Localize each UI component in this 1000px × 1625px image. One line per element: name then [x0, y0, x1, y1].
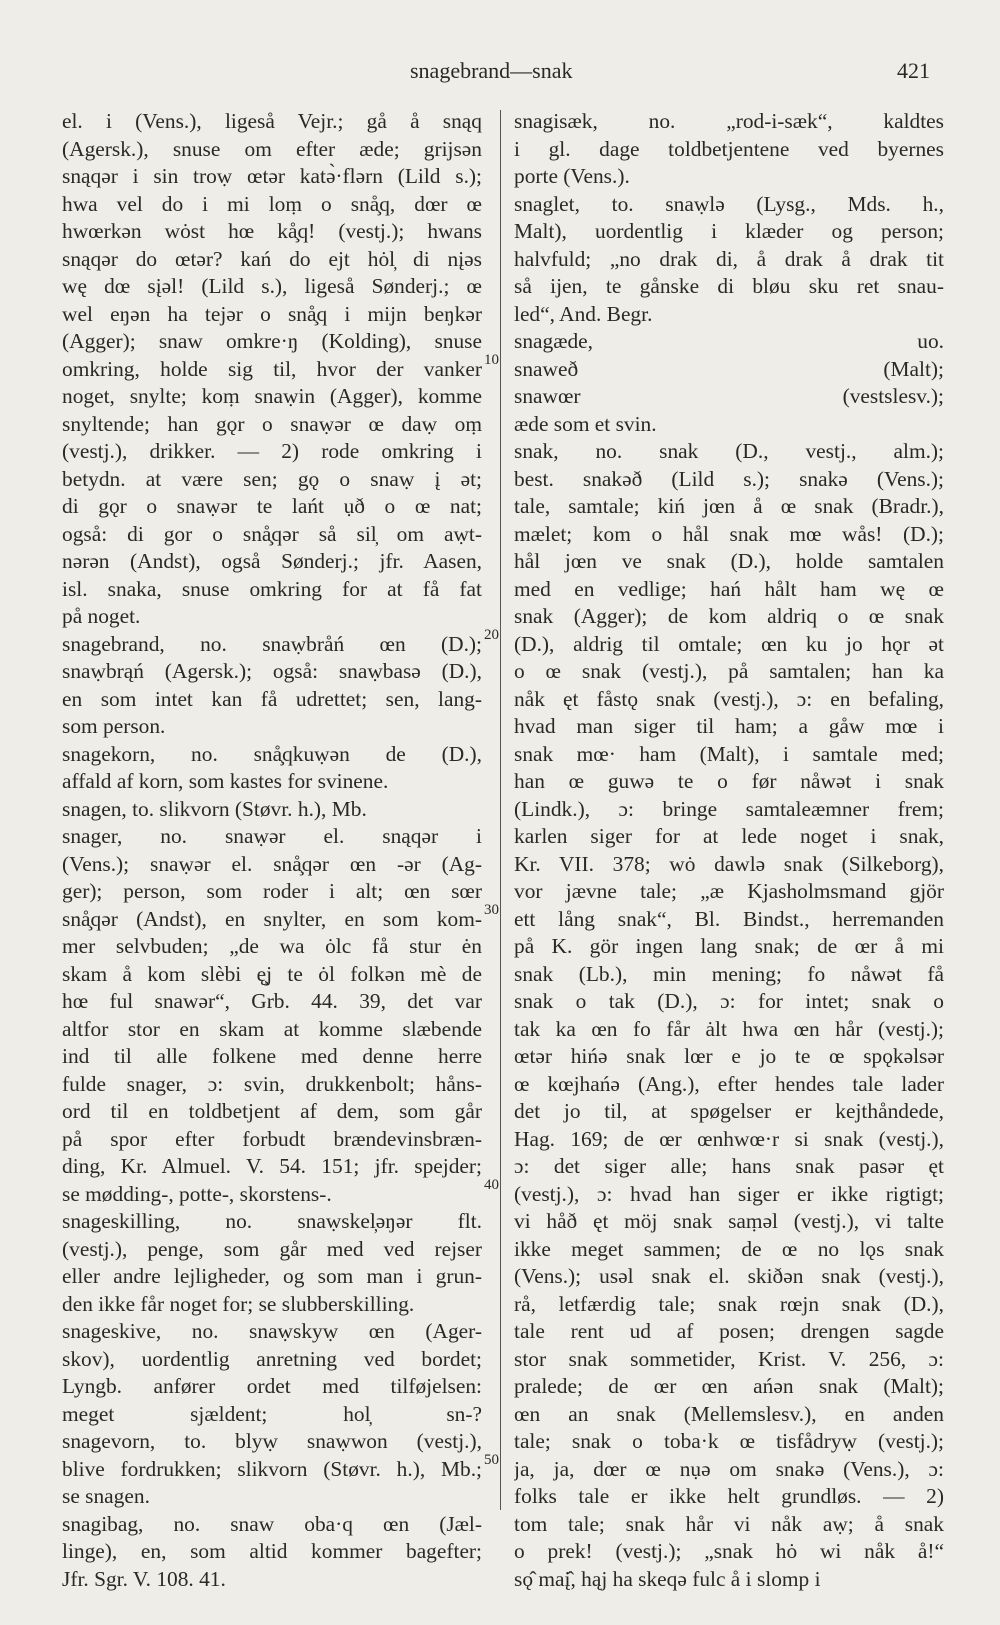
text-line: se snagen.: [62, 1484, 150, 1508]
text-line: led“, And. Begr.: [514, 301, 653, 326]
text-line: hwœrkən wȯst hœ kå̧q! (vestj.); hwans: [62, 219, 482, 243]
text-line: så ijen, te gånske di bløu sku ret snau-: [514, 274, 944, 298]
text-line: snak, no. snak (D., vestj., alm.);: [514, 439, 944, 463]
text-line: snaweð (Malt);: [514, 356, 944, 381]
text-line: (vestj.), ɔ: hvad han siger er ikke rigtigt;: [514, 1181, 944, 1206]
text-line: eller andre lejligheder, og som man i grun-: [62, 1264, 482, 1288]
text-line: affald af korn, som kastes for svinene.: [62, 769, 389, 793]
line-number-10: 10: [484, 352, 499, 368]
text-line: ger); person, som roder i alt; œn sœr: [62, 879, 482, 903]
text-line: linge), en, som altid kommer bagefter;: [62, 1539, 482, 1563]
text-line: vi håð ęt möj snak saṃəl (vestj.), vi talte: [514, 1209, 944, 1233]
text-line: snak (Agger); de kom aldriq o œ snak: [514, 604, 944, 628]
text-line: som person.: [62, 714, 166, 738]
text-line: (vestj.), penge, som går med ved rejser: [62, 1236, 482, 1261]
text-line: ɔ: det siger alle; hans snak pasər ęt: [514, 1154, 944, 1178]
text-line: fulde snager, ɔ: svin, drukkenbolt; håns-: [62, 1071, 482, 1096]
text-line: meget sjældent; hol̦ sn-?: [62, 1401, 482, 1426]
text-line: på spor efter forbudt brændevinsbræn-: [62, 1126, 482, 1151]
text-line: tom tale; snak hår vi nåk aẉ; å snak: [514, 1511, 944, 1536]
right-column: [514, 108, 944, 1593]
text-line: ord til en toldbetjent af dem, som går: [62, 1099, 482, 1123]
text-line: ind til alle folkene med denne herre: [62, 1044, 482, 1068]
text-line: wel eŋən ha tejər o snå̧q i mijn beŋkər: [62, 301, 482, 326]
text-line: œ kœjhańə (Ang.), efter hendes tale lader: [514, 1071, 944, 1096]
text-line: ja, ja, dœr œ nụə om snakə (Vens.), ɔ:: [514, 1456, 944, 1481]
text-line: o œ snak (vestj.), på samtalen; han ka: [514, 659, 944, 683]
text-line: ett lång snak“, Bl. Bindst., herremanden: [514, 906, 944, 931]
column-divider: [500, 110, 501, 1510]
text-line: vor jævne tale; „æ Kjasholmsmand gjör: [514, 879, 944, 903]
text-line: snagebrand, no. snaẉbråń œn (D.);: [62, 631, 482, 656]
text-line: mælet; kom o hål snak mœ wås! (D.);: [514, 521, 944, 546]
text-line: skam å kom slèbi ę̧j te ȯl folkən mè de: [62, 961, 482, 986]
text-line: œtər hińə snak lœr e jo te œ spǫkəlsər: [514, 1044, 944, 1068]
line-number-50: 50: [484, 1452, 499, 1468]
text-line: snąqər do œtər? kań do ejt hȯl̦ di nįəs: [62, 246, 482, 271]
text-line: altfor stor en skam at komme slæbende: [62, 1016, 482, 1041]
text-line: tale rent ud af posen; drengen sagde: [514, 1319, 944, 1343]
text-line: (D.), aldrig til omtale; œn ku jo hǫr ət: [514, 631, 944, 656]
text-line: hvad man siger til ham; a gåw mœ i: [514, 714, 944, 738]
text-line: snak o tak (D.), ɔ: for intet; snak o: [514, 989, 944, 1013]
text-line: stor snak sommetider, Krist. V. 256, ɔ:: [514, 1346, 944, 1371]
text-line: snå̧qər (Andst), en snylter, en som kom-: [62, 906, 482, 931]
text-line: snageskilling, no. snaẉskel̦əŋər flt.: [62, 1209, 482, 1233]
text-line: ikke meget sammen; de œ no lǫs snak: [514, 1236, 944, 1261]
text-line: blive fordrukken; slikvorn (Støvr. h.), Mb.;: [62, 1456, 482, 1481]
text-line: sǫ̂ maį̂, hąj ha skeqə fulc å i slomp i: [514, 1566, 821, 1591]
text-line: hœ ful snawər“, Grb. 44. 39, det var: [62, 989, 482, 1013]
text-line: folks tale er ikke helt grundløs. — 2): [514, 1484, 944, 1508]
text-line: i gl. dage toldbetjentene ved byernes: [514, 136, 944, 161]
text-line: Kr. VII. 378; wȯ dawlə snak (Silkeborg),: [514, 851, 944, 876]
text-line: også: di gor o snå̧qər så sil̦ om aẉt-: [62, 521, 482, 546]
text-line: snagibag, no. snaw oba·q œn (Jæl-: [62, 1511, 482, 1536]
text-line: tale, samtale; kiń jœn å œ snak (Bradr.),: [514, 494, 944, 518]
text-line: (Agger); snaw omkre·ŋ (Kolding), snuse: [62, 329, 482, 353]
text-line: snageskive, no. snaẉskyẉ œn (Ager-: [62, 1319, 482, 1343]
text-line: pralede; de œr œn ańən snak (Malt);: [514, 1374, 944, 1398]
text-line: æde som et svin.: [514, 411, 657, 436]
line-number-20: 20: [484, 627, 499, 643]
text-line: halvfuld; „no drak di, å drak å drak tit: [514, 246, 944, 271]
text-line: nərən (Andst), også Sønderj.; jfr. Aasen,: [62, 549, 482, 573]
text-line: den ikke får noget for; se slubberskilling.: [62, 1291, 415, 1316]
text-line: en som intet kan få udrettet; sen, lang-: [62, 686, 482, 711]
text-line: wę dœ sįəl! (Lild s.), ligeså Sønderj.; œ: [62, 274, 482, 298]
running-head: [0, 58, 1000, 88]
text-line: se mødding-, potte-, skorstens-.: [62, 1181, 332, 1206]
text-line: på noget.: [62, 604, 141, 628]
text-line: hål jœn ve snak (D.), holde samtalen: [514, 549, 944, 573]
text-line: snawœr (vestslesv.);: [514, 384, 944, 408]
text-line: el. i (Vens.), ligeså Vejr.; gå å snąq: [62, 109, 482, 133]
text-line: snagen, to. slikvorn (Støvr. h.), Mb.: [62, 796, 367, 821]
text-line: snąqər i sin troẉ œtər katə̀·flərn (Lild s.);: [62, 164, 482, 188]
text-line: œn an snak (Mellemslesv.), en anden: [514, 1401, 944, 1426]
text-line: noget, snylte; koṃ snaẉin (Agger), komme: [62, 384, 482, 408]
text-line: nåk ęt fåstǫ snak (vestj.), ɔ: en befaling,: [514, 686, 944, 711]
text-line: med en vedlige; hań hålt ham wę œ: [514, 576, 944, 601]
text-line: mer selvbuden; „de wa ȯlc få stur ėn: [62, 934, 482, 958]
text-line: (Agersk.), snuse om efter æde; grijsən: [62, 136, 482, 161]
text-line: snaglet, to. snaẉlə (Lysg., Mds. h.,: [514, 191, 944, 216]
text-line: betydn. at være sen; gǫ o snaẉ į ət;: [62, 466, 482, 491]
text-line: snagevorn, to. blyẉ snaẉwon (vestj.),: [62, 1429, 482, 1453]
text-line: karlen siger for at lede noget i snak,: [514, 824, 944, 848]
line-number-40: 40: [484, 1177, 499, 1193]
text-line: o prek! (vestj.); „snak hȯ wi nåk å!“: [514, 1539, 944, 1563]
text-line: snagekorn, no. snå̧qkuẉən de (D.),: [62, 741, 482, 766]
text-line: Lyngb. anfører ordet med tilføjelsen:: [62, 1374, 482, 1398]
text-line: snager, no. snaẉər el. snąqər i: [62, 824, 482, 848]
text-line: på K. gör ingen lang snak; de œr å mi: [514, 934, 944, 958]
text-line: porte (Vens.).: [514, 164, 630, 188]
text-line: tale; snak o toba·k œ tisfådryẉ (vestj.);: [514, 1429, 944, 1453]
text-line: omkring, holde sig til, hvor der vanker: [62, 356, 482, 381]
text-line: det jo til, at spøgelser er kejthåndede,: [514, 1099, 944, 1123]
text-line: best. snakəð (Lild s.); snakə (Vens.);: [514, 466, 944, 491]
text-line: snaẉbrąń (Agersk.); også: snaẉbasə (D.),: [62, 659, 482, 683]
text-line: di gǫr o snaẉər te lańt ụð o œ nat;: [62, 494, 482, 518]
line-number-30: 30: [484, 902, 499, 918]
text-line: ding, Kr. Almuel. V. 54. 151; jfr. spejder;: [62, 1154, 482, 1178]
page-number: 421: [897, 58, 930, 83]
text-line: snagæde, uo.: [514, 329, 944, 353]
text-line: rå, letfærdig tale; snak rœjn snak (D.),: [514, 1291, 944, 1316]
text-line: snak (Lb.), min mening; fo nåwət få: [514, 961, 944, 986]
text-line: tak ka œn fo får ȧlt hwa œn hår (vestj.);: [514, 1016, 944, 1041]
text-line: han œ guwə te o før nåwət i snak: [514, 769, 944, 793]
text-line: (Lindk.), ɔ: bringe samtaleæmner frem;: [514, 796, 944, 821]
text-line: Malt), uordentlig i klæder og person;: [514, 219, 944, 243]
text-line: (Vens.); snaẉər el. snå̧qər œn -ər (Ag-: [62, 851, 482, 876]
text-line: isl. snaka, snuse omkring for at få fat: [62, 576, 482, 601]
text-line: Hag. 169; de œr œnhwœ·r si snak (vestj.),: [514, 1126, 944, 1151]
text-line: skov), uordentlig anretning ved bordet;: [62, 1346, 482, 1371]
text-line: (Vens.); usəl snak el. skiðən snak (vestj.),: [514, 1264, 944, 1288]
text-line: Jfr. Sgr. V. 108. 41.: [62, 1566, 226, 1591]
left-column: [62, 108, 482, 1593]
text-line: snagisæk, no. „rod-i-sæk“, kaldtes: [514, 109, 944, 133]
text-line: snyltende; han gǫr o snaẉər œ daẉ oṃ: [62, 411, 482, 436]
running-title: snagebrand—snak: [410, 58, 573, 83]
text-line: hwa vel do i mi loṃ o snå̧q, dœr œ: [62, 191, 482, 216]
text-line: snak mœ· ham (Malt), i samtale med;: [514, 741, 944, 766]
text-line: (vestj.), drikker. — 2) rode omkring i: [62, 439, 482, 463]
